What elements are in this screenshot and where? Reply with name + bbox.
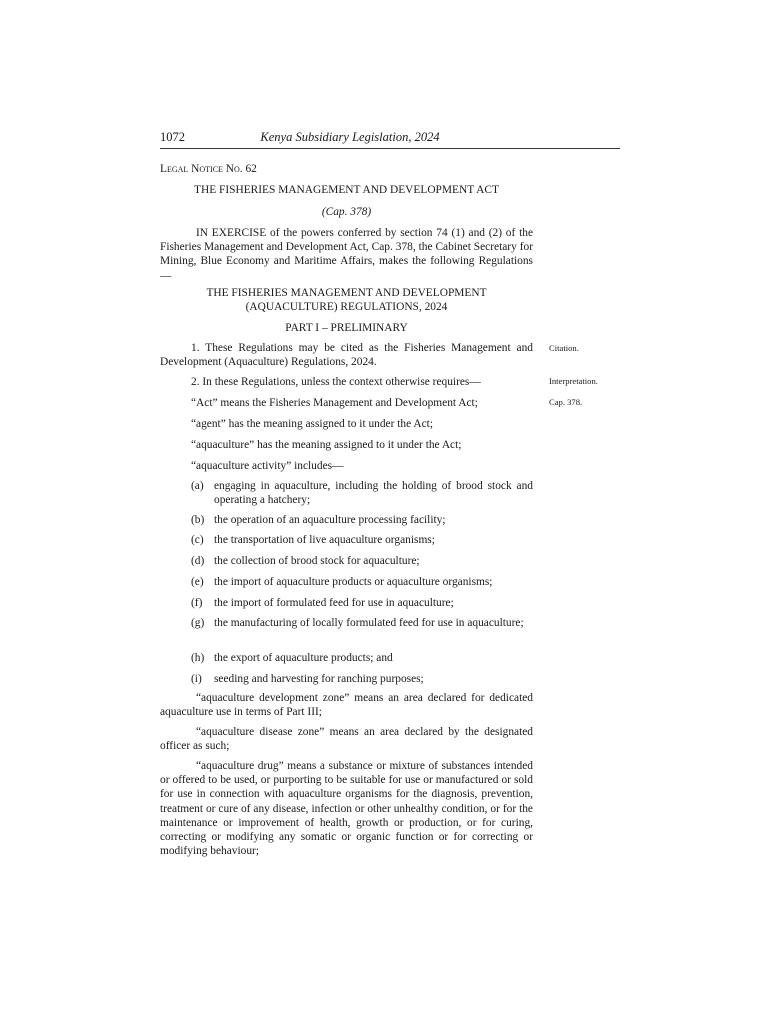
definition-aquaculture-disease-zone: “aquaculture disease zone” means an area declared by the designated officer as such; (160, 726, 533, 753)
list-item (191, 554, 533, 568)
list-item-text: the import of formulated feed for use in aquaculture; (214, 597, 454, 609)
list-item (191, 575, 533, 589)
list-item-text: the collection of brood stock for aquaculture; (214, 555, 420, 567)
list-item-label: (f) (191, 597, 203, 609)
list-item (191, 672, 533, 686)
list-item-label: (a) (191, 480, 204, 492)
list-item (191, 651, 533, 665)
definition-act: “Act” means the Fisheries Management and Development Act; (191, 397, 478, 409)
list-item-text: engaging in aquaculture, including the holding of brood stock and operating a hatchery; (214, 480, 533, 507)
list-item (191, 616, 533, 630)
list-item-text: the export of aquaculture products; and (214, 652, 393, 664)
list-item-label: (h) (191, 652, 205, 664)
list-item-text: seeding and harvesting for ranching purposes; (214, 673, 424, 685)
list-item-label: (g) (191, 617, 205, 629)
list-item (191, 513, 533, 527)
list-item (191, 596, 533, 610)
header-rule (160, 148, 620, 149)
list-item-label: (i) (191, 673, 202, 685)
regulations-title-line1: THE FISHERIES MANAGEMENT AND DEVELOPMENT (206, 287, 487, 299)
regulations-title-line2: (AQUACULTURE) REGULATIONS, 2024 (245, 301, 448, 313)
list-item-text: the transportation of live aquaculture organisms; (214, 534, 435, 546)
act-cap: (Cap. 378) (321, 206, 372, 218)
definition-aquaculture-development-zone: “aquaculture development zone” means an area declared for dedicated aquaculture use in terms of Part III; (160, 692, 533, 719)
definition-agent: “agent” has the meaning assigned to it under the Act; (191, 418, 433, 430)
list-item-label: (b) (191, 514, 205, 526)
list-item-text: the manufacturing of locally formulated feed for use in aquaculture; (214, 617, 524, 629)
act-title: THE FISHERIES MANAGEMENT AND DEVELOPMENT ACT (194, 184, 499, 196)
margin-note-interpretation: Interpretation. (549, 376, 598, 386)
list-item (191, 533, 533, 547)
part-heading: PART I – PRELIMINARY (285, 322, 408, 334)
list-item (191, 479, 533, 507)
list-item-label: (c) (191, 534, 204, 546)
page-number: 1072 (160, 130, 185, 144)
list-item-text: the operation of an aquaculture processing facility; (214, 514, 446, 526)
definition-aquaculture-drug: “aquaculture drug” means a substance or mixture of substances intended or offered to be used, or purporting to be suitable for use or manufactured or sold for use in connection with aquaculture organisms for the diagnosis, prevention, treatment or cure of any disease, infection or other unhealthy condition, or for the maintenance or improvement of health, growth or production, or for curing, correcting or modifying any somatic or organic function or for correcting or modifying behaviour; (160, 760, 533, 858)
definition-aquaculture: “aquaculture” has the meaning assigned to it under the Act; (191, 439, 462, 451)
margin-note-citation: Citation. (549, 343, 579, 353)
definition-aquaculture-activity: “aquaculture activity” includes— (191, 460, 344, 472)
list-item-label: (d) (191, 555, 205, 567)
section-1-citation: 1. These Regulations may be cited as the Fisheries Management and Development (Aquaculture) Regulations, 2024. (160, 342, 533, 369)
legal-notice-label: Legal Notice No. 62 (160, 163, 257, 175)
section-2-interpretation: 2. In these Regulations, unless the context otherwise requires— (191, 376, 481, 388)
margin-note-cap: Cap. 378. (549, 397, 583, 407)
list-item-label: (e) (191, 576, 204, 588)
running-title: Kenya Subsidiary Legislation, 2024 (260, 130, 440, 144)
list-item-text: the import of aquaculture products or aquaculture organisms; (214, 576, 493, 588)
preamble: IN EXERCISE of the powers conferred by section 74 (1) and (2) of the Fisheries Management and Development Act, Cap. 378, the Cabinet Secretary for Mining, Blue Economy and Maritime Affairs, makes the following Regulations— (160, 227, 533, 282)
